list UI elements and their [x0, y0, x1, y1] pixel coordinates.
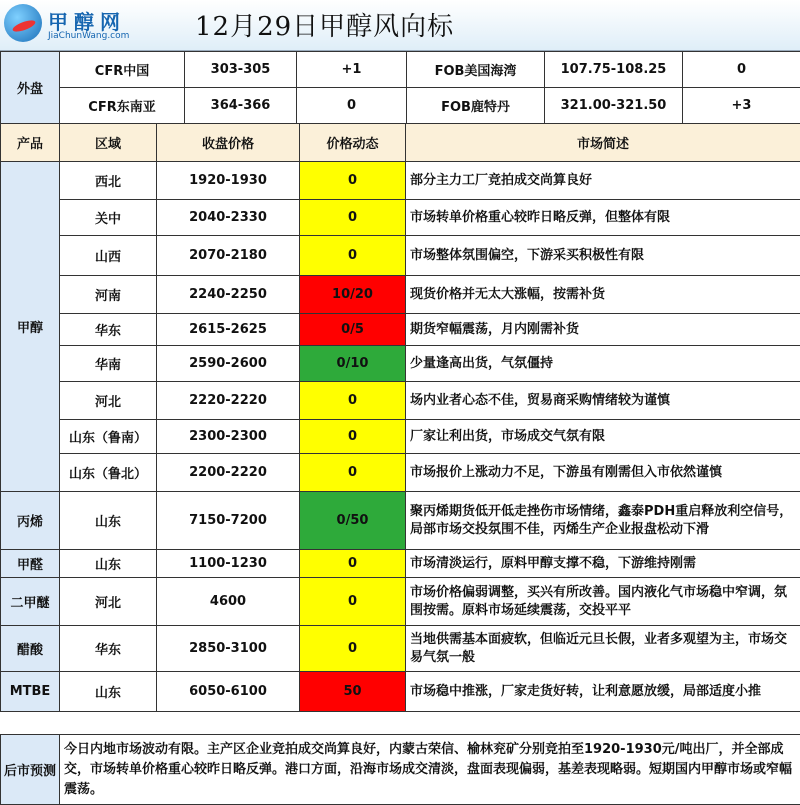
summary-cell: 市场整体氛围偏空，下游采买积极性有限: [406, 236, 800, 276]
price-cell: 2240-2250: [157, 276, 300, 314]
product-name: 醋酸: [1, 626, 60, 672]
ext-cell: 0: [683, 52, 800, 88]
table-row: [1, 492, 800, 550]
product-name: 甲醛: [1, 550, 60, 578]
table-row: [1, 276, 800, 314]
logo-text: 甲醇网: [48, 10, 126, 34]
summary-cell: 期货窄幅震荡，月内刚需补货: [406, 314, 800, 346]
table-header-row: [1, 124, 800, 162]
region-cell: 山东: [60, 492, 157, 550]
table-row: [1, 672, 800, 712]
table-row: [1, 454, 800, 492]
ext-cell: FOB美国海湾: [407, 52, 545, 88]
summary-cell: 市场清淡运行，原料甲醇支撑不稳，下游维持刚需: [406, 550, 800, 578]
region-cell: 山西: [60, 236, 157, 276]
price-cell: 2220-2220: [157, 382, 300, 420]
forecast-label: 后市预测: [1, 735, 60, 805]
region-cell: 华东: [60, 626, 157, 672]
table-row: [1, 550, 800, 578]
price-cell: 2070-2180: [157, 236, 300, 276]
change-cell: 0: [300, 420, 406, 454]
table-row: [1, 382, 800, 420]
summary-cell: 少量逢高出货，气氛僵持: [406, 346, 800, 382]
price-cell: 4600: [157, 578, 300, 626]
table-row: [1, 420, 800, 454]
summary-cell: 厂家让利出货，市场成交气氛有限: [406, 420, 800, 454]
change-cell: 0/10: [300, 346, 406, 382]
logo-globe-icon: [4, 4, 42, 42]
ext-cell: 303-305: [185, 52, 297, 88]
logo[interactable]: [4, 4, 144, 46]
change-cell: 0/5: [300, 314, 406, 346]
external-market-table: [0, 51, 800, 124]
table-row: [1, 314, 800, 346]
price-cell: 6050-6100: [157, 672, 300, 712]
region-cell: 关中: [60, 200, 157, 236]
region-cell: 河南: [60, 276, 157, 314]
table-row: [1, 626, 800, 672]
change-cell: 0: [300, 200, 406, 236]
page-title: 12月29日甲醇风向标: [195, 12, 455, 42]
table-row: [1, 578, 800, 626]
summary-cell: 市场报价上涨动力不足，下游虽有刚需但入市依然谨慎: [406, 454, 800, 492]
ext-cell: CFR中国: [60, 52, 185, 88]
price-cell: 1100-1230: [157, 550, 300, 578]
change-cell: 10/20: [300, 276, 406, 314]
region-cell: 山东（鲁南）: [60, 420, 157, 454]
change-cell: 50: [300, 672, 406, 712]
region-cell: 西北: [60, 162, 157, 200]
ext-cell: 364-366: [185, 88, 297, 124]
ext-cell: +3: [683, 88, 800, 124]
table-row: [1, 236, 800, 276]
logo-url: JiaChunWang.com: [48, 31, 130, 41]
external-label: 外盘: [1, 52, 60, 124]
header-region: 区域: [60, 124, 157, 162]
price-cell: 2615-2625: [157, 314, 300, 346]
ext-cell: 0: [297, 88, 407, 124]
summary-cell: 市场转单价格重心较昨日略反弹，但整体有限: [406, 200, 800, 236]
ext-cell: 321.00-321.50: [545, 88, 683, 124]
change-cell: 0: [300, 550, 406, 578]
price-cell: 7150-7200: [157, 492, 300, 550]
product-name: MTBE: [1, 672, 60, 712]
summary-cell: 场内业者心态不佳，贸易商采购情绪较为谨慎: [406, 382, 800, 420]
header-change: 价格动态: [300, 124, 406, 162]
summary-cell: 部分主力工厂竞拍成交尚算良好: [406, 162, 800, 200]
price-cell: 2590-2600: [157, 346, 300, 382]
ext-cell: +1: [297, 52, 407, 88]
price-cell: 2200-2220: [157, 454, 300, 492]
table-row: [1, 162, 800, 200]
change-cell: 0: [300, 236, 406, 276]
change-cell: 0: [300, 578, 406, 626]
region-cell: 华南: [60, 346, 157, 382]
region-cell: 华东: [60, 314, 157, 346]
change-cell: 0: [300, 454, 406, 492]
price-cell: 2300-2300: [157, 420, 300, 454]
header-product: 产品: [1, 124, 60, 162]
table-row: [1, 200, 800, 236]
ext-cell: FOB鹿特丹: [407, 88, 545, 124]
header-summary: 市场简述: [406, 124, 800, 162]
product-table: [0, 123, 800, 712]
region-cell: 山东: [60, 672, 157, 712]
region-cell: 河北: [60, 382, 157, 420]
table-row: [1, 346, 800, 382]
summary-cell: 当地供需基本面疲软，但临近元旦长假，业者多观望为主，市场交易气氛一般: [406, 626, 800, 672]
change-cell: 0/50: [300, 492, 406, 550]
ext-cell: 107.75-108.25: [545, 52, 683, 88]
region-cell: 山东: [60, 550, 157, 578]
summary-cell: 市场价格偏弱调整，买兴有所改善。国内液化气市场稳中窄调，氛围按需。原料市场延续震荡，交投平平: [406, 578, 800, 626]
summary-cell: 聚丙烯期货低开低走挫伤市场情绪，鑫泰PDH重启释放利空信号，局部市场交投氛围不佳，丙烯生产企业报盘松动下滑: [406, 492, 800, 550]
region-cell: 河北: [60, 578, 157, 626]
product-name: 丙烯: [1, 492, 60, 550]
forecast-table: [0, 734, 800, 805]
price-cell: 1920-1930: [157, 162, 300, 200]
ext-cell: CFR东南亚: [60, 88, 185, 124]
change-cell: 0: [300, 162, 406, 200]
change-cell: 0: [300, 626, 406, 672]
price-cell: 2850-3100: [157, 626, 300, 672]
change-cell: 0: [300, 382, 406, 420]
forecast-text: 今日内地市场波动有限。主产区企业竞拍成交尚算良好，内蒙古荣信、榆林兖矿分别竞拍至1920-1930元/吨出厂，并全部成交，市场转单价格重心较昨日略反弹。港口方面，沿海市场成交清淡，盘面表现偏弱，基差表现略弱。短期国内甲醇市场或窄幅震荡。: [60, 735, 800, 805]
page-header: [0, 0, 800, 51]
region-cell: 山东（鲁北）: [60, 454, 157, 492]
product-name: 二甲醚: [1, 578, 60, 626]
product-name: 甲醇: [1, 162, 60, 492]
header-price: 收盘价格: [157, 124, 300, 162]
summary-cell: 现货价格并无太大涨幅，按需补货: [406, 276, 800, 314]
price-cell: 2040-2330: [157, 200, 300, 236]
summary-cell: 市场稳中推涨，厂家走货好转，让利意愿放缓，局部适度小推: [406, 672, 800, 712]
